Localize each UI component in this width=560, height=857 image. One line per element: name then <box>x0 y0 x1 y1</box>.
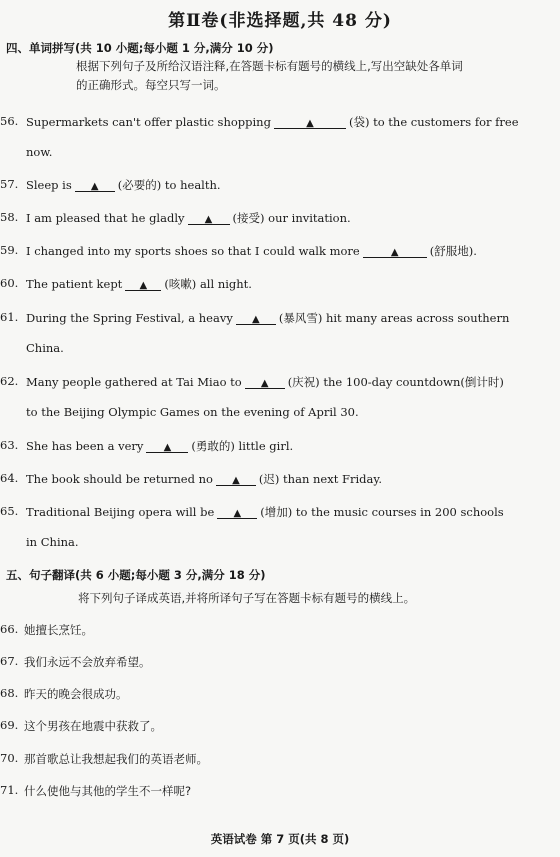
triangle-marker-icon: ▲ <box>139 280 148 291</box>
question-text-before: During the Spring Festival, a heavy <box>26 311 233 325</box>
question-number: 68. <box>0 686 19 700</box>
translation-sentence: 昨天的晚会很成功。 <box>24 687 128 701</box>
question-text <box>26 243 477 259</box>
question-number: 62. <box>0 374 19 388</box>
question-continuation: in China. <box>26 535 79 549</box>
question-text <box>26 438 293 454</box>
translation-sentence: 我们永远不会放弃希望。 <box>24 655 151 669</box>
chinese-hint: (咳嗽) <box>164 277 197 291</box>
translation-sentence: 什么使他与其他的学生不一样呢? <box>24 784 192 798</box>
question-text-after: to health. <box>161 178 221 192</box>
question-text-after: hit many areas across southern <box>322 311 510 325</box>
question-number: 66. <box>0 622 19 636</box>
answer-blank[interactable] <box>245 375 285 389</box>
triangle-marker-icon: ▲ <box>260 378 269 389</box>
answer-blank[interactable] <box>75 178 115 192</box>
question-text <box>26 114 519 130</box>
question-text-after: the 100-day countdown(倒计时) <box>319 375 504 389</box>
question-text-after: our invitation. <box>264 211 351 225</box>
question-text-after: than next Friday. <box>279 472 382 486</box>
chinese-hint: (勇敢的) <box>191 439 235 453</box>
question-text-after: all night. <box>196 277 252 291</box>
chinese-hint: (增加) <box>260 505 293 519</box>
translation-sentence: 她擅长烹饪。 <box>24 623 93 637</box>
triangle-marker-icon: ▲ <box>204 214 213 225</box>
question-text <box>26 310 509 326</box>
question-text-before: Traditional Beijing opera will be <box>26 505 215 519</box>
chinese-hint: (袋) <box>348 115 370 129</box>
question-continuation: now. <box>26 145 53 159</box>
question-text-before: The book should be returned no <box>26 472 213 486</box>
question-continuation: China. <box>26 341 64 355</box>
chinese-hint: (接受) <box>232 211 265 225</box>
question-number: 63. <box>0 438 19 452</box>
question-text-before: I changed into my sports shoes so that I could walk more <box>26 244 360 258</box>
chinese-hint: (舒服地). <box>429 244 477 258</box>
answer-blank[interactable] <box>146 439 188 453</box>
question-text <box>26 276 252 292</box>
chinese-hint: (暴风雪) <box>278 311 323 325</box>
answer-blank[interactable] <box>274 115 346 129</box>
question-number: 64. <box>0 471 19 485</box>
question-number: 56. <box>0 114 19 128</box>
question-text-after: little girl. <box>234 439 294 453</box>
question-continuation: to the Beijing Olympic Games on the evening of April 30. <box>26 405 359 419</box>
answer-blank[interactable] <box>363 244 427 258</box>
question-text-before: Many people gathered at Tai Miao to <box>26 375 242 389</box>
question-text-before: She has been a very <box>26 439 144 453</box>
question-text <box>26 504 504 520</box>
chinese-hint: (必要的) <box>117 178 162 192</box>
question-text-after: to the music courses in 200 schools <box>292 505 504 519</box>
question-number: 60. <box>0 276 19 290</box>
triangle-marker-icon: ▲ <box>233 508 242 519</box>
question-number: 65. <box>0 504 19 518</box>
triangle-marker-icon: ▲ <box>306 118 314 129</box>
triangle-marker-icon: ▲ <box>390 247 399 258</box>
chinese-hint: (庆祝) <box>287 375 320 389</box>
answer-blank[interactable] <box>217 505 257 519</box>
question-number: 69. <box>0 718 19 732</box>
section-5-instruction: 将下列句子译成英语,并将所译句子写在答题卡标有题号的横线上。 <box>78 591 416 605</box>
question-number: 70. <box>0 751 19 765</box>
question-text-before: Sleep is <box>26 178 72 192</box>
translation-sentence: 这个男孩在地震中获救了。 <box>24 719 162 733</box>
question-number: 57. <box>0 177 19 191</box>
question-text-after: to the customers for free <box>369 115 519 129</box>
triangle-marker-icon: ▲ <box>90 181 99 192</box>
section-4-instruction-line1: 根据下列句子及所给汉语注释,在答题卡标有题号的横线上,写出空缺处各单词 <box>76 59 463 73</box>
question-text-before: I am pleased that he gladly <box>26 211 185 225</box>
section-4-instruction-line2: 的正确形式。每空只写一词。 <box>76 78 226 92</box>
triangle-marker-icon: ▲ <box>232 475 240 486</box>
answer-blank[interactable] <box>125 277 161 291</box>
question-number: 71. <box>0 783 19 797</box>
answer-blank[interactable] <box>236 311 276 325</box>
page-footer: 英语试卷 第 7 页(共 8 页) <box>210 832 350 846</box>
question-number: 67. <box>0 654 19 668</box>
question-text <box>26 177 221 193</box>
section-4-heading: 四、单词拼写(共 10 小题;每小题 1 分,满分 10 分) <box>6 41 274 55</box>
section-5-heading: 五、句子翻译(共 6 小题;每小题 3 分,满分 18 分) <box>6 568 266 582</box>
answer-blank[interactable] <box>216 472 256 486</box>
question-text-before: Supermarkets can't offer plastic shopping <box>26 115 271 129</box>
page-title: 第Ⅱ卷(非选择题,共 48 分) <box>168 11 392 31</box>
chinese-hint: (迟) <box>258 472 280 486</box>
answer-blank[interactable] <box>188 211 230 225</box>
triangle-marker-icon: ▲ <box>163 442 172 453</box>
triangle-marker-icon: ▲ <box>251 314 260 325</box>
question-number: 58. <box>0 210 19 224</box>
question-text-before: The patient kept <box>26 277 123 291</box>
question-text <box>26 210 351 226</box>
question-text <box>26 374 504 390</box>
translation-sentence: 那首歌总让我想起我们的英语老师。 <box>24 752 208 766</box>
question-text <box>26 471 382 487</box>
question-number: 59. <box>0 243 19 257</box>
question-number: 61. <box>0 310 19 324</box>
